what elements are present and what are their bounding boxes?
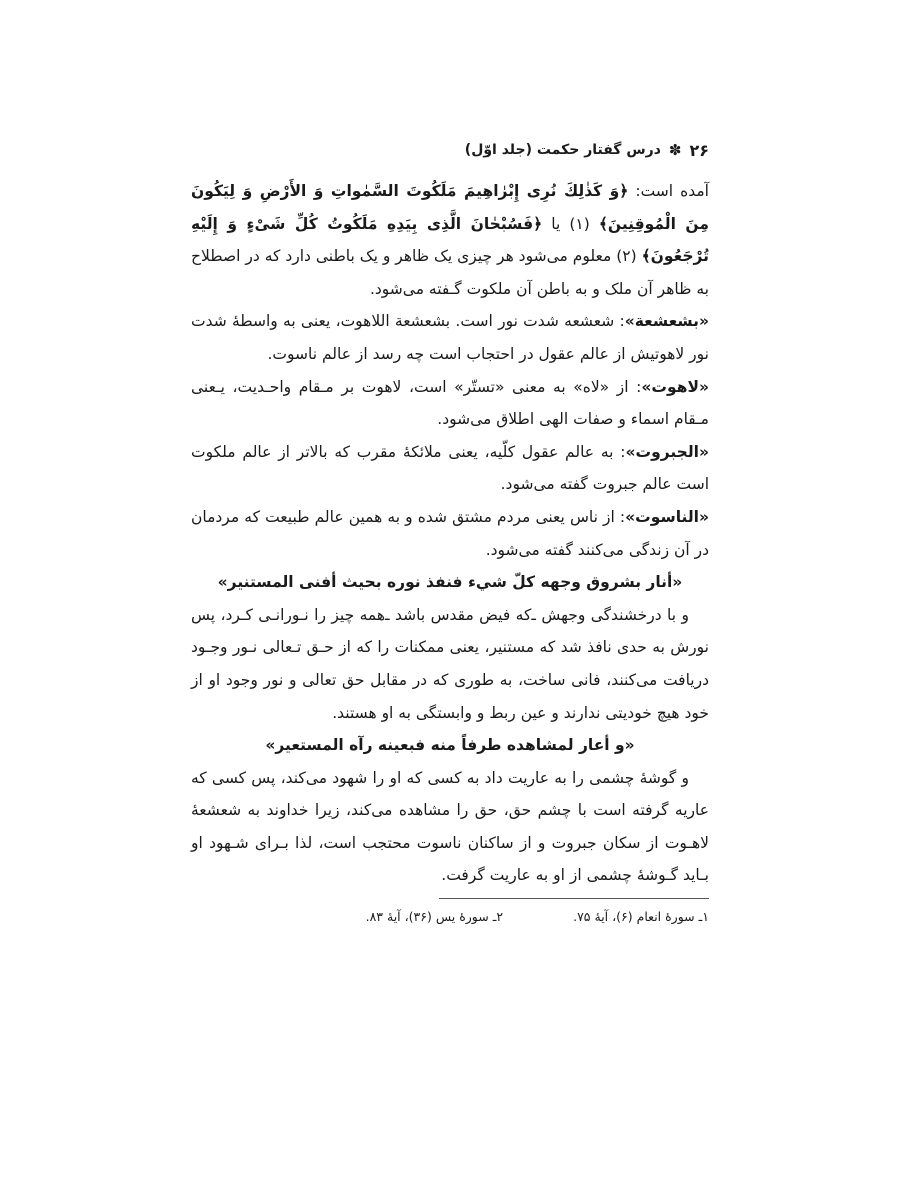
- running-header: [191, 138, 709, 162]
- footnote-2: ۲ـ سورهٔ یس (۳۶)، آیهٔ ۸۳.: [365, 909, 504, 924]
- star-ornament-icon: ✽: [668, 141, 682, 159]
- page-number: ۲۶: [689, 140, 709, 160]
- term: «بشعشعة»: [624, 312, 709, 331]
- definition-shashaa: [191, 305, 709, 370]
- footnote-ref-2: (۲): [611, 247, 642, 266]
- quran-verse-1: ﴿وَ كَذٰلِكَ نُرِى إِبْرٰاهِيمَ مَلَكُوتَ السَّمٰواتِ وَ الأَرْضِ وَ لِيَكُونَ مِنَ الْمُوقِنِينَ﴾: [191, 182, 709, 233]
- term: «لاهوت»: [641, 377, 709, 396]
- quote-heading-2: «و أعار لمشاهده طرفاً منه فبعينه رآه المستعير»: [265, 736, 635, 755]
- paragraph-connector: یا: [542, 214, 561, 233]
- definition-text: : از «لاه» به معنی «تستّر» است، لاهوت بر مـقام واحـدیت، یـعنی مـقام اسماء و صفات الهی اطلاق می‌شود.: [191, 377, 709, 429]
- footnote-ref-1: (۱): [560, 214, 599, 233]
- definition-lahut: [191, 371, 709, 436]
- term: «الجبروت»: [625, 442, 709, 461]
- body-text: [191, 175, 709, 892]
- paragraph-malakut: [191, 175, 709, 305]
- paragraph-lead: آمده است:: [628, 182, 709, 200]
- footnote-divider: [439, 898, 709, 899]
- definition-text: : به عالم عقول کلّیه، یعنی ملائکهٔ مقرب که بالاتر از عالم ملکوت است عالم جبروت گفته می‌شود.: [191, 442, 709, 494]
- term: «الناسوت»: [625, 507, 709, 526]
- definition-text: : از ناس یعنی مردم مشتق شده و به همین عالم طبیعت که مردمان در آن زندگی می‌کنند گفته می‌شود.: [191, 507, 709, 559]
- footnotes: [191, 905, 709, 929]
- quran-verse-2: ﴿فَسُبْحٰانَ الَّذِى بِيَدِهِ مَلَكُوتُ كُلِّ شَىْءٍ وَ إِلَيْهِ تُرْجَعُونَ﴾: [191, 214, 709, 266]
- definition-jabarut: [191, 436, 709, 501]
- paragraph-tail: معلوم می‌شود هر چیزی یک ظاهر و یک باطنی دارد که در اصطلاح به ظاهر آن ملک و به باطن آن ملکوت گـفته می‌شود.: [191, 247, 709, 298]
- explanation-1: و با درخشندگی وجهش ـ‌که فیض مقدس باشد ـ‌همه چیز را نـورانـی کـرد، پس نورش به حدی نافذ شد که مستنیر، یعنی ممکنات را که از حـق تـعالی نـور وجـود دریافت می‌کنند، فانی ساخت، به طوری که در مقابل حق تعالی و نور وجود او از خود هیچ خودیتی ندارند و عین ربط و وابستگی به او هستند.: [191, 605, 709, 722]
- definition-text: : شعشعه شدت نور است. بشعشعة اللاهوت، یعنی به واسطهٔ شدت نور لاهوتیش از عالم عقول در احتجاب است چه رسد از عالم ناسوت.: [191, 312, 709, 363]
- definition-nasut: [191, 501, 709, 566]
- footnote-1: ۱ـ سورهٔ انعام (۶)، آیهٔ ۷۵.: [573, 909, 709, 924]
- explanation-2: و گوشهٔ چشمی را به عاریت داد به کسی که او را شهود می‌کند، پس کسی که عاریه گرفته است با چشم حق، حق را مشاهده می‌کند، زیرا خداوند به شعشعهٔ لاهـوت از سکان جبروت و از ساکنان ناسوت محتجب است، لذا بـرای شـهود او بـاید گـوشهٔ چشمی از او به عاریت گرفت.: [191, 768, 709, 885]
- quote-heading-1: «أنار بشروق وجهه كلّ شيء فنفذ نوره بحيث أفنى المستنير»: [217, 573, 683, 592]
- running-title: درس گفتار حکمت (جلد اوّل): [464, 142, 661, 158]
